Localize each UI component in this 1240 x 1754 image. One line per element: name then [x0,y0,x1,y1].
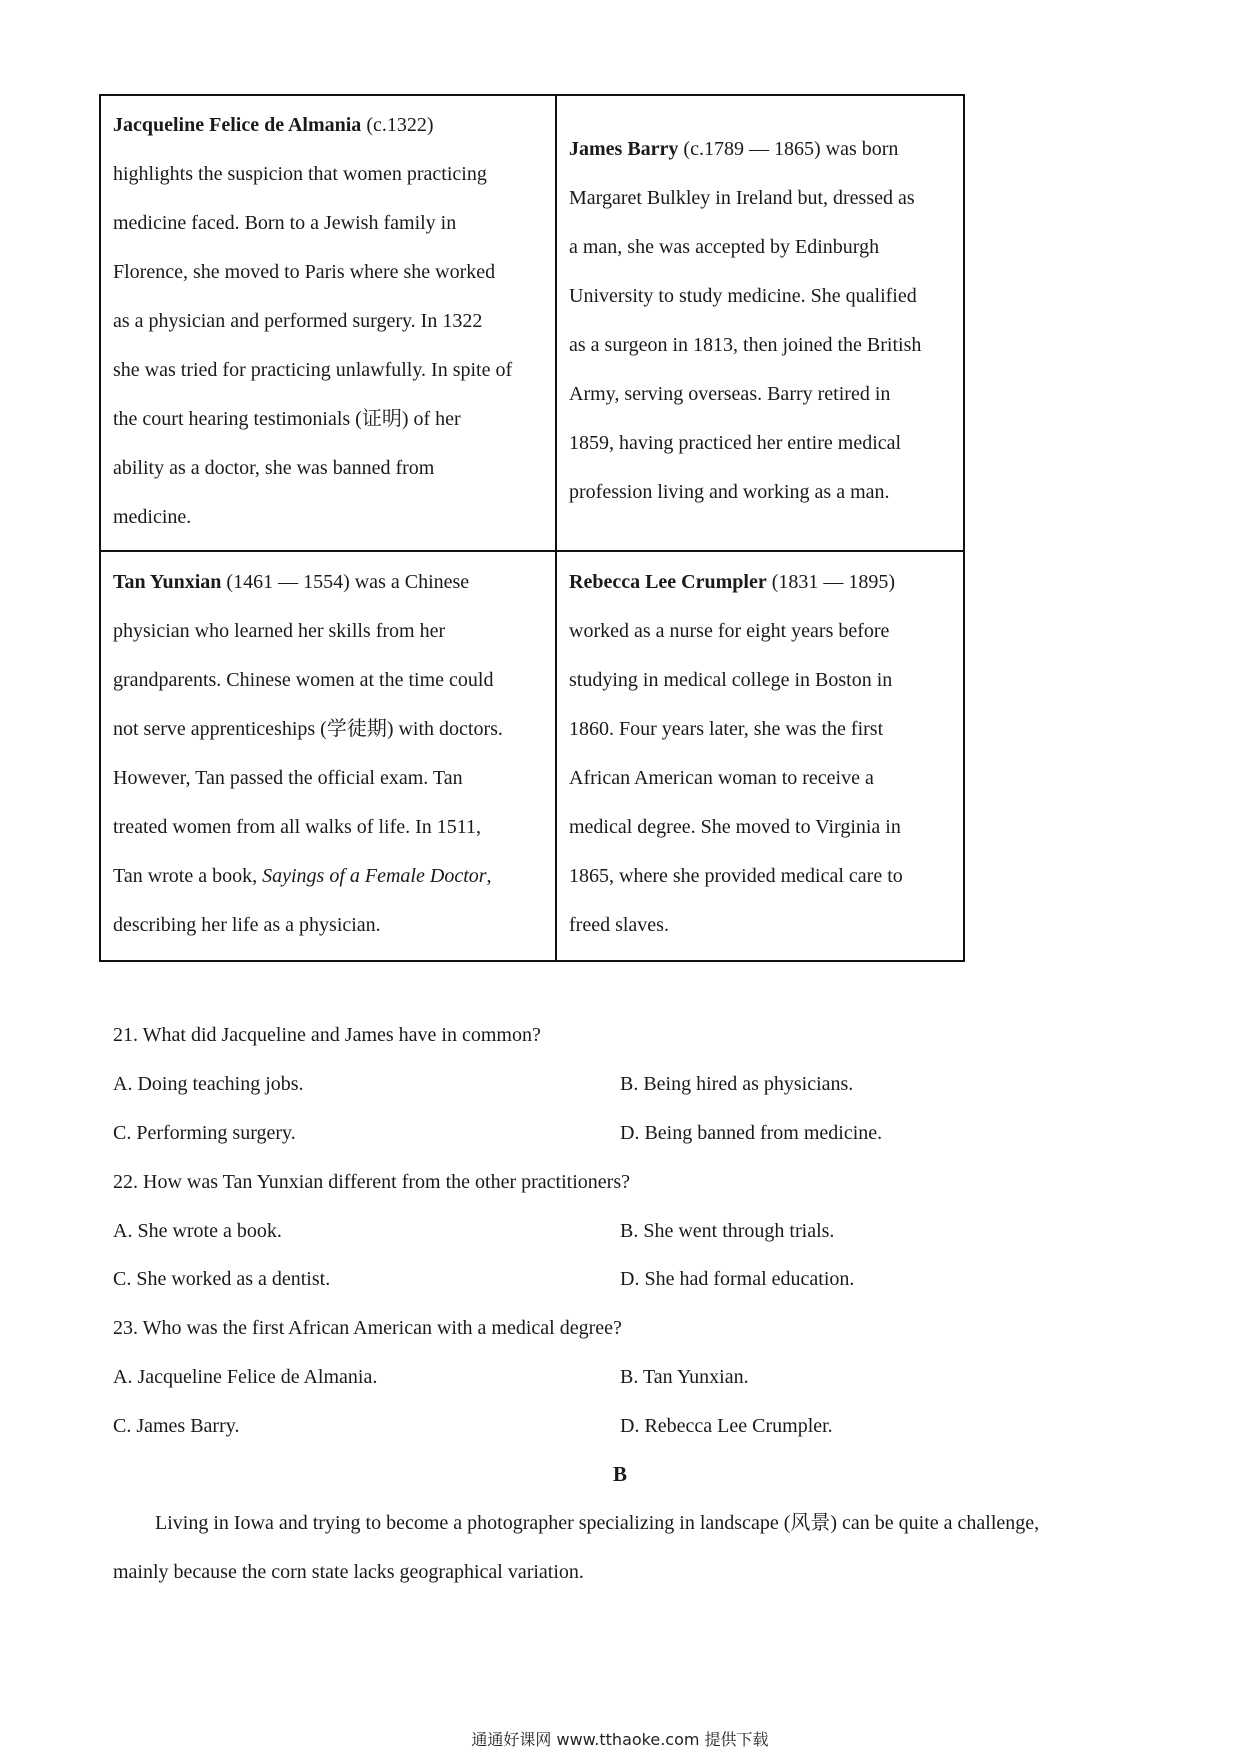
bio-text: studying in medical college in Boston in [569,669,893,691]
bio-text: medical degree. She moved to Virginia in [569,816,901,838]
bio-text: 1865, where she provided medical care to [569,865,903,887]
question-23-option-c: C. James Barry. [113,1415,240,1437]
bio-text: However, Tan passed the official exam. Tan [113,767,463,789]
bio-text: (1831 — 1895) [766,571,896,593]
section-heading-b: B [612,1462,627,1486]
bio-text: ability as a doctor, she was banned from [113,457,435,479]
bio-text: 1860. Four years later, she was the first [569,718,884,740]
question-23-option-d: D. Rebecca Lee Crumpler. [620,1415,833,1437]
passage-b-line-1: Living in Iowa and trying to become a photographer specializing in landscape (风景) can be quite a challenge, [155,1512,1040,1534]
question-22-option-b: B. She went through trials. [620,1220,835,1242]
bio-text: Army, serving overseas. Barry retired in [569,383,891,405]
question-23-option-b: B. Tan Yunxian. [620,1366,749,1388]
question-21-option-c: C. Performing surgery. [113,1122,296,1144]
bio-text: (c.1789 — 1865) was born [678,138,899,160]
bio-cell-rebecca [557,552,963,960]
bio-text: not serve apprenticeships (学徒期) with doctors. [113,718,503,740]
bio-text: profession living and working as a man. [569,481,890,503]
question-23-option-a: A. Jacqueline Felice de Almania. [113,1366,378,1388]
bio-cell-james [557,96,963,552]
passage-b-line-2: mainly because the corn state lacks geographical variation. [113,1561,584,1583]
bio-text: as a physician and performed surgery. In 1322 [113,310,483,332]
book-title: Sayings of a Female Doctor [262,865,487,887]
bio-text: Tan wrote a book, [113,865,263,887]
bio-text: (c.1322) [361,114,434,136]
bio-text: medicine faced. Born to a Jewish family in [113,212,457,234]
bio-text: worked as a nurse for eight years before [569,620,890,642]
page-footer: 通通好课网 www.tthaoke.com 提供下载 [471,1730,769,1749]
bio-cell-tan [101,552,557,960]
bio-name: Tan Yunxian [113,571,222,593]
bio-text: a man, she was accepted by Edinburgh [569,236,880,258]
bio-cell-jacqueline [101,96,557,552]
bio-text: highlights the suspicion that women practicing [113,163,487,185]
question-21-option-a: A. Doing teaching jobs. [113,1073,304,1095]
bio-name: Rebecca Lee Crumpler [569,571,767,593]
bio-text: Florence, she moved to Paris where she worked [113,261,496,283]
bio-text: as a surgeon in 1813, then joined the British [569,334,922,356]
bio-text: 1859, having practiced her entire medical [569,432,902,454]
question-22-option-c: C. She worked as a dentist. [113,1268,331,1290]
bio-text: she was tried for practicing unlawfully. In spite of [113,359,513,381]
question-22-option-d: D. She had formal education. [620,1268,855,1290]
bio-text: grandparents. Chinese women at the time could [113,669,494,691]
bio-text: (1461 — 1554) was a Chinese [221,571,470,593]
bio-text: the court hearing testimonials (证明) of her [113,408,461,430]
bio-text: University to study medicine. She qualified [569,285,917,307]
bio-name: Jacqueline Felice de Almania [113,114,362,136]
question-21-option-b: B. Being hired as physicians. [620,1073,854,1095]
bio-text: physician who learned her skills from her [113,620,446,642]
bio-text: Margaret Bulkley in Ireland but, dressed as [569,187,915,209]
question-21-stem: 21. What did Jacqueline and James have in common? [113,1024,541,1046]
biography-table [99,94,965,962]
bio-text: African American woman to receive a [569,767,874,789]
question-22-option-a: A. She wrote a book. [113,1220,282,1242]
bio-name: James Barry [569,138,679,160]
bio-text: treated women from all walks of life. In 1511, [113,816,482,838]
bio-text: freed slaves. [569,914,669,936]
bio-text: describing her life as a physician. [113,914,381,936]
bio-text: , [486,865,492,887]
question-23-stem: 23. Who was the first African American with a medical degree? [113,1317,622,1339]
bio-text: medicine. [113,506,192,528]
question-22-stem: 22. How was Tan Yunxian different from the other practitioners? [113,1171,630,1193]
question-21-option-d: D. Being banned from medicine. [620,1122,883,1144]
